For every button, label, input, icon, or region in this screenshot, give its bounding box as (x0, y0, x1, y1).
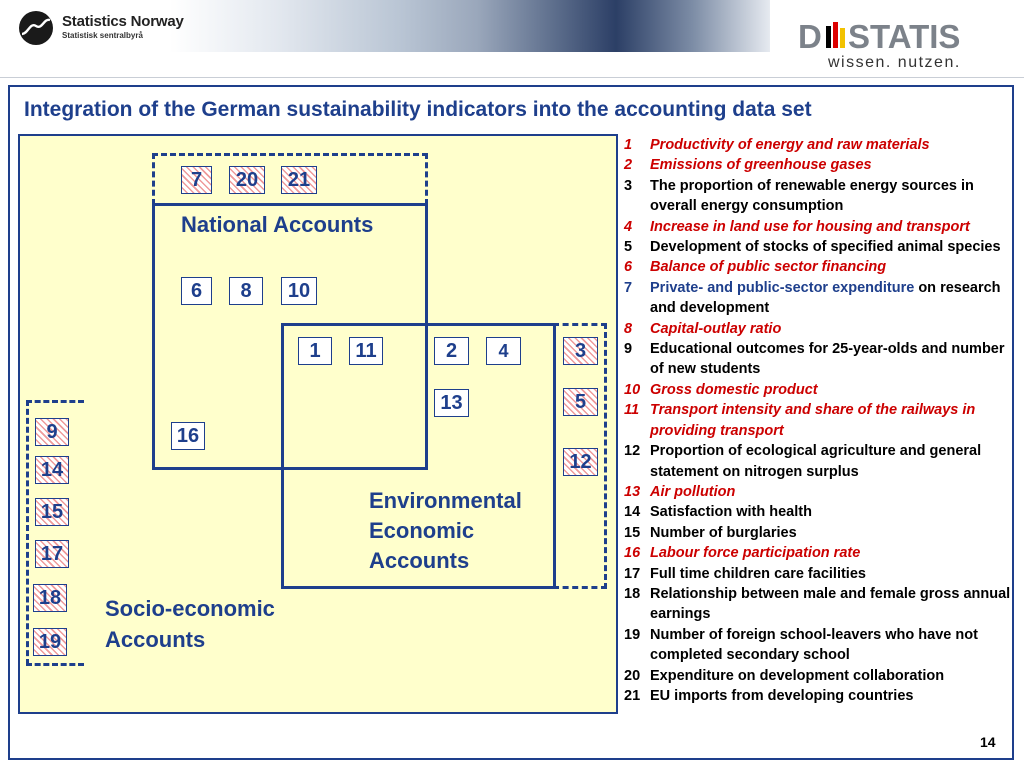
environmental-accounts-label (369, 486, 522, 576)
indicator-box-10: 10 (281, 277, 317, 305)
indicator-box-11: 11 (349, 337, 383, 365)
indicator-box-2: 2 (434, 337, 469, 365)
legend-item: 16 Labour force participation rate (624, 545, 861, 562)
national-dashed-top (152, 153, 428, 156)
national-dashed-left (152, 153, 155, 205)
page-number: 14 (980, 734, 996, 750)
national-accounts-border-left (152, 203, 155, 470)
indicator-box-17: 17 (35, 540, 69, 568)
indicator-box-21: 21 (281, 166, 317, 194)
environmental-border-top (281, 323, 556, 326)
environmental-border-left (281, 323, 284, 589)
legend-item: 15 Number of burglaries (624, 524, 797, 541)
indicator-legend (624, 135, 1019, 706)
indicator-box-6: 6 (181, 277, 212, 305)
ssb-subtitle: Statistisk sentralbyrå (62, 31, 143, 40)
legend-item: 11 Transport intensity and share of the railways in providing transport (624, 402, 976, 439)
legend-item: 12 Proportion of ecological agriculture and general statement on nitrogen surplus (624, 443, 982, 480)
environmental-border-bottom (281, 586, 556, 589)
indicator-box-18: 18 (33, 584, 67, 612)
legend-item: 20 Expenditure on development collaboration (624, 667, 945, 684)
indicator-box-20: 20 (229, 166, 265, 194)
national-accounts-border-top (152, 203, 428, 206)
legend-item: 1 Productivity of energy and raw materials (624, 137, 930, 153)
legend-item: 18 Relationship between male and female gross annual earnings (624, 585, 1011, 623)
indicator-box-12: 12 (563, 448, 598, 476)
environmental-border-right (553, 323, 556, 589)
indicator-box-5: 5 (563, 388, 598, 416)
national-accounts-border-bottom (152, 467, 428, 470)
indicator-box-19: 19 (33, 628, 67, 656)
indicator-box-14: 14 (35, 456, 69, 484)
indicator-box-8: 8 (229, 277, 263, 305)
statistics-norway-logo-icon (18, 10, 54, 46)
national-dashed-right (425, 153, 428, 205)
header-rule (0, 77, 1024, 78)
socio-dashed-left (26, 400, 29, 665)
socio-dashed-top (26, 400, 84, 403)
indicator-box-15: 15 (35, 498, 69, 526)
indicator-box-1: 1 (298, 337, 332, 365)
indicator-box-3: 3 (563, 337, 598, 365)
destatis-logo-icon (798, 16, 998, 56)
legend-item: 21 EU imports from developing countries (624, 687, 914, 704)
environmental-label-line-1: Environmental (369, 488, 522, 513)
legend-item: 4 Increase in land use for housing and transport (624, 218, 970, 235)
legend-item: 3 The proportion of renewable energy sources in overall energy consumption (624, 177, 974, 215)
legend-item: 14 Satisfaction with health (624, 504, 812, 521)
legend-item: 10 Gross domestic product (624, 381, 818, 398)
legend-item: 8 Capital-outlay ratio (624, 320, 782, 337)
slide-title: Integration of the German sustainability indicators into the accounting data set (24, 98, 812, 121)
svg-text:D: D (798, 18, 822, 55)
environmental-label-line-3: Accounts (369, 548, 470, 573)
national-accounts-border-right (425, 203, 428, 470)
environmental-dashed-bottom (553, 586, 607, 589)
legend-item: 13 Air pollution (624, 483, 736, 500)
svg-text:STATIS: STATIS (848, 18, 961, 55)
socio-economic-accounts-label (105, 593, 275, 655)
indicator-box-16: 16 (171, 422, 205, 450)
legend-item: 9 Educational outcomes for 25-year-olds and number of new students (624, 341, 1005, 378)
socio-label-line-2: Accounts (105, 627, 206, 652)
legend-item: 17 Full time children care facilities (624, 565, 866, 582)
environmental-dashed-right (604, 323, 607, 589)
environmental-label-line-2: Economic (369, 518, 475, 543)
indicator-box-9: 9 (35, 418, 69, 446)
ssb-name: Statistics Norway (62, 13, 184, 30)
national-accounts-label: National Accounts (181, 212, 374, 237)
legend-item: 6 Balance of public sector financing (624, 259, 887, 276)
indicator-box-7: 7 (181, 166, 212, 194)
legend-item: 19 Number of foreign school-leavers who have not completed secondary school (624, 626, 978, 664)
socio-dashed-bottom (26, 663, 84, 666)
legend-item: 5 Development of stocks of specified animal species (624, 239, 1001, 256)
legend-item: 2 Emissions of greenhouse gases (624, 157, 872, 174)
indicator-box-13: 13 (434, 389, 469, 417)
indicator-box-4: 4 (486, 337, 521, 365)
destatis-tagline: wissen. nutzen. (828, 54, 961, 71)
socio-label-line-1: Socio-economic (105, 596, 275, 621)
environmental-dashed-top (553, 323, 607, 326)
legend-item: 7 Private- and public-sector expenditure on research and development (624, 279, 1001, 317)
